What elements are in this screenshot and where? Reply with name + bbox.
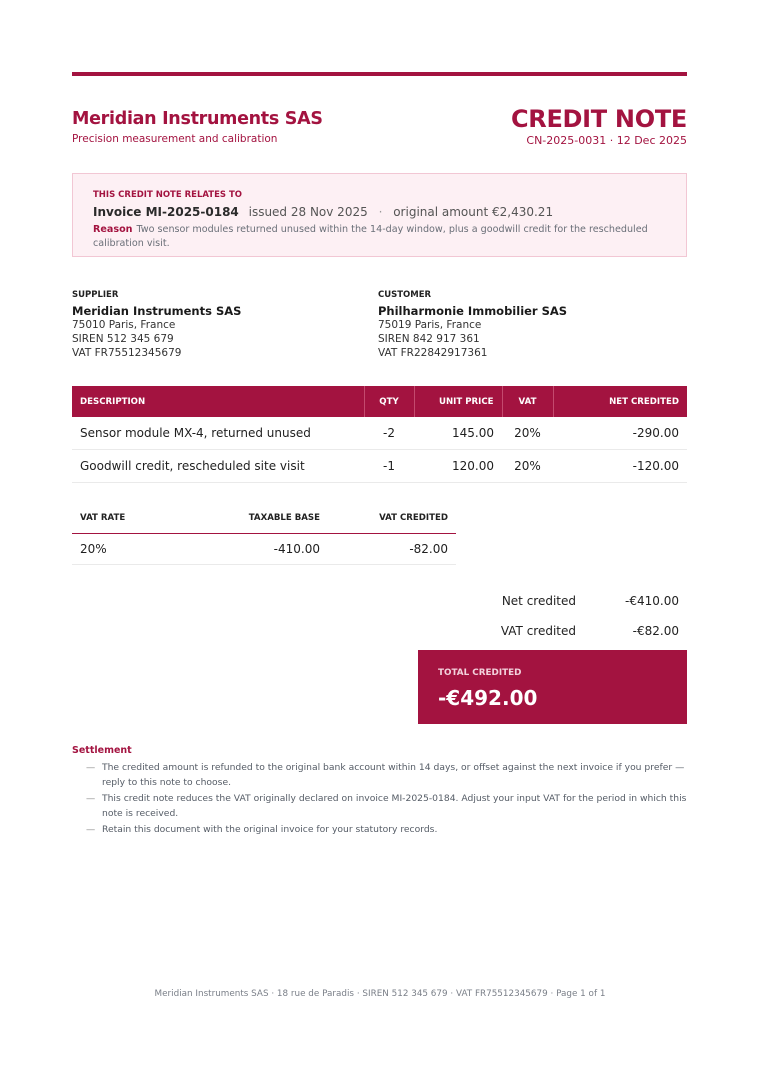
settlement-text: Retain this document with the original invoice for your statutory records. [102,824,438,835]
related-invoice-issued: issued 28 Nov 2025 [248,205,368,219]
taxable-base: -410.00 [200,534,328,565]
related-invoice-line [93,205,553,219]
table-row [72,417,687,450]
supplier-siren: SIREN 512 345 679 [72,333,174,345]
table-row [72,450,687,483]
parties-section [72,288,687,362]
list-item [72,760,687,790]
col-header-taxable-base: TAXABLE BASE [200,503,328,534]
vat-credited-label: VAT credited [500,624,576,638]
net-credited-value: -€410.00 [625,594,679,608]
reason-text: Two sensor modules returned unused within the 14-day window, plus a goodwill credit for the rescheduled calibration visit. [93,224,648,249]
item-vat-rate: 20% [502,417,553,450]
item-unit-price: 145.00 [414,417,502,450]
item-net-credited: -120.00 [553,450,687,483]
vat-credited-row [418,617,687,647]
customer-name: Philharmonie Immobilier SAS [378,304,568,318]
accent-rule [72,72,687,76]
item-net-credited: -290.00 [553,417,687,450]
vat-summary-header [72,503,456,534]
total-credited-label: TOTAL CREDITED [438,668,522,678]
item-qty: -1 [364,450,414,483]
related-invoice-label: THIS CREDIT NOTE RELATES TO [93,190,243,200]
document-title: CREDIT NOTE [510,105,687,133]
settlement-title: Settlement [72,745,132,756]
col-header-vat: VAT [502,386,553,417]
customer-block [378,288,567,360]
list-item [72,791,687,821]
col-header-net-credited: NET CREDITED [553,386,687,417]
credit-reason [93,223,672,250]
settlement-section [72,745,687,837]
related-invoice-box [72,173,687,257]
dash-bullet: — [86,793,96,804]
dash-bullet: — [86,762,96,773]
supplier-block [72,288,241,360]
col-header-description: DESCRIPTION [72,386,364,417]
reason-label: Reason [93,224,133,235]
separator-dot: · [378,205,383,219]
customer-siren: SIREN 842 917 361 [378,333,480,345]
item-description: Goodwill credit, rescheduled site visit [72,450,364,483]
supplier-label: SUPPLIER [72,290,119,300]
customer-label: CUSTOMER [378,290,432,300]
total-credited-value: -€492.00 [438,686,538,710]
settlement-text: The credited amount is refunded to the original bank account within 14 days, or offset against the next invoice if you prefer — reply to this note to choose. [102,762,685,788]
line-items-header [72,386,687,417]
net-credited-label: Net credited [501,594,576,608]
document-reference: CN-2025-0031 · 12 Dec 2025 [526,134,687,147]
document-header [72,105,687,159]
settlement-list [72,760,687,837]
customer-address: 75019 Paris, France [378,319,482,331]
vat-credited: -82.00 [328,534,456,565]
total-credited-box [418,650,687,724]
item-unit-price: 120.00 [414,450,502,483]
col-header-qty: QTY [364,386,414,417]
customer-vat: VAT FR22842917361 [378,347,488,359]
table-row [72,534,456,565]
supplier-vat: VAT FR75512345679 [72,347,182,359]
dash-bullet: — [86,824,96,835]
vat-credited-value: -€82.00 [632,624,679,638]
totals-section [72,587,687,739]
col-header-vat-credited: VAT CREDITED [328,503,456,534]
col-header-vat-rate: VAT RATE [72,503,200,534]
settlement-text: This credit note reduces the VAT originally declared on invoice MI-2025-0184. Adjust your input VAT for the period in which this note is received. [102,793,687,819]
item-vat-rate: 20% [502,450,553,483]
item-description: Sensor module MX-4, returned unused [72,417,364,450]
vat-rate: 20% [72,534,200,565]
company-tagline: Precision measurement and calibration [72,133,278,145]
related-invoice-number: Invoice MI-2025-0184 [93,205,239,219]
supplier-name: Meridian Instruments SAS [72,304,242,318]
line-items-table [72,386,687,483]
item-qty: -2 [364,417,414,450]
page-footer: Meridian Instruments SAS · 18 rue de Paradis · SIREN 512 345 679 · VAT FR75512345679 · Page 1 of 1 [154,989,606,999]
net-credited-row [418,587,687,617]
col-header-unit-price: UNIT PRICE [414,386,502,417]
supplier-address: 75010 Paris, France [72,319,176,331]
list-item [72,822,687,837]
company-name: Meridian Instruments SAS [72,109,323,129]
original-amount: original amount €2,430.21 [393,205,554,219]
credit-note-page [72,72,687,838]
vat-summary-table [72,503,456,565]
